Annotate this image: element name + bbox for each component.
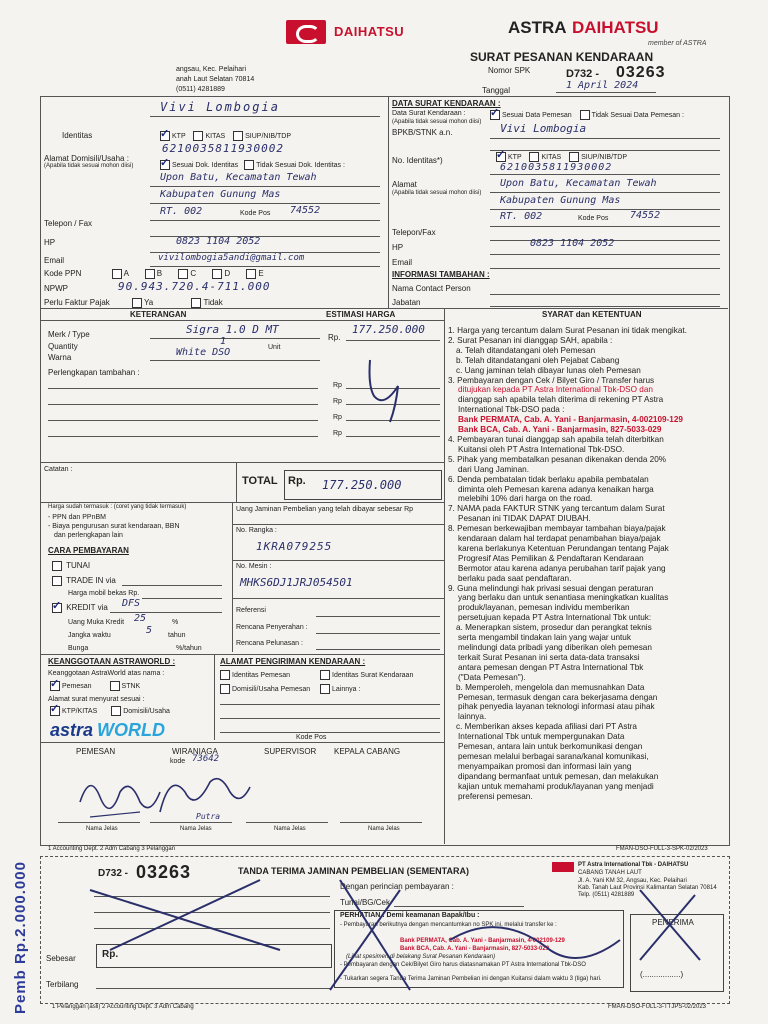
perlengkapan-rp-1: Rp (333, 382, 342, 389)
alamat-note: (Apabila tidak sesuai mohon diisi) (44, 163, 134, 169)
syarat-item: a. Menerapkan sistem, prosedur dan perangkat teknis (456, 623, 652, 633)
identitas-number: 6210035811930002 (162, 142, 284, 155)
dealer-phone: (0511) 4281889 (176, 86, 225, 93)
astraworld-logo: astra WORLD (50, 720, 166, 740)
identitas-label: Identitas (62, 131, 93, 140)
no-identitas-label: No. Identitas*) (392, 156, 443, 165)
perlengkapan-rp-2: Rp (333, 398, 342, 405)
pengiriman-option-4: Lainnya : (320, 684, 360, 694)
alamat-line-2: Kabupaten Gunung Mas (160, 189, 281, 200)
perhatian-title: PERHATIAN ! Demi keamanan Bapak/Ibu : (340, 912, 480, 919)
rangka-value: 1KRA079255 (256, 540, 333, 553)
jangka-value: 5 (146, 625, 153, 636)
syarat-item: menyampaikan promosi dan informasi lain yang (458, 761, 632, 771)
receipt-tunai-label: Tunai/BG/Cek (340, 898, 390, 907)
jabatan-label: Jabatan (392, 298, 421, 307)
pengiriman-title: ALAMAT PENGIRIMAN KENDARAAN : (220, 657, 366, 666)
sig-kode-label: kode (170, 758, 186, 765)
nama-jelas-4: Nama Jelas (368, 826, 400, 832)
syarat-item: a. Telah ditandatangani oleh Pemesan (456, 345, 596, 355)
syarat-item: pemesan melalui berbagai sarana/kanal komunikasi, (458, 751, 649, 761)
email-label: Email (44, 256, 65, 265)
kode-ppn-row: Kode PPN A B C D E (44, 269, 264, 279)
right-alamat-line-2: Kabupaten Gunung Mas (500, 195, 621, 206)
syarat-item: 4. Pembayaran tunai dianggap sah apabila telah diterbitkan (448, 434, 664, 444)
harga-sudah-title: Harga sudah termasuk : (coret yang tidak termasuk) (48, 504, 187, 510)
siup-checkbox[interactable] (233, 131, 243, 141)
sig-wiraniaga-label: WIRANIAGA (172, 747, 218, 756)
perhatian-2: - Pembayaran dengan Cek/Bilyet Giro harus diatasnamakan PT Astra International Tbk-DSO (340, 962, 586, 968)
syarat-item: 1. Harga yang tercantum dalam Surat Pesanan ini tidak mengikat. (448, 326, 687, 335)
syarat-item: melindungi data pribadi yang diberikan oleh pemesan (458, 643, 652, 652)
warna-label: Warna (48, 353, 72, 362)
ppn-e-checkbox[interactable] (246, 269, 256, 279)
hp-label: HP (44, 238, 56, 247)
right-alamat-line-1: Upon Batu, Kecamatan Tewah (500, 178, 657, 189)
document-title: SURAT PESANAN KENDARAAN (470, 50, 654, 64)
bpkb-label: BPKB/STNK a.n. (392, 128, 453, 137)
receipt-number-prefix: D732 - (98, 868, 129, 879)
npwp-value: 90.943.720.4-711.000 (118, 280, 271, 293)
syarat-item: Pemesan, termasuk dengan cara bekerjasama dengan (458, 692, 658, 702)
total-value: 177.250.000 (322, 478, 402, 492)
syarat-item: melebihi 10% dari harga on the road. (458, 494, 593, 504)
right-ktp-checkbox[interactable] (496, 152, 506, 162)
syarat-item: serta mengambil tindakan lain yang wajar untuk (458, 633, 631, 643)
dealer-address-2: anah Laut Selatan 70814 (176, 76, 255, 83)
receipt-number-value: 03263 (136, 862, 192, 882)
syarat-item: 8. Pemesan berkewajiban membayar tambahan biaya/pajak (448, 524, 666, 534)
ppn-b-checkbox[interactable] (145, 269, 155, 279)
kitas-checkbox[interactable] (193, 131, 203, 141)
receipt-pt-name: PT Astra International Tbk - DAIHATSU (578, 862, 689, 868)
npwp-label: NPWP (44, 284, 68, 293)
brand-astra-daihatsu: DAIHATSU (572, 18, 659, 37)
uang-jaminan-label: Uang Jaminan Pembelian yang telah dibayar sebesar Rp (236, 506, 414, 513)
faktur-ya-checkbox[interactable] (132, 298, 142, 308)
perhatian-bank-2: Bank BCA, Cab. A. Yani - Banjarmasin, 827-5033-029 (400, 946, 550, 952)
nama-value: Vivi Lombogia (160, 100, 280, 114)
syarat-item: Pesanan ini TIDAK DAPAT DIUBAH. (458, 514, 591, 524)
receipt-pt-phone: Telp. (0511) 4281889 (578, 892, 635, 898)
ppn-d-checkbox[interactable] (212, 269, 222, 279)
receipt-pt-addr2: Kab. Tanah Laut Provinsi Kalimantan Selatan 70814 (578, 885, 717, 891)
syarat-item: 2. Surat Pesanan ini dianggap SAH, apabila : (448, 335, 613, 345)
jangka-label: Jangka waktu (68, 632, 111, 639)
syarat-item: dipandang bermanfaat untuk pemesan, dan melakukan (458, 771, 659, 781)
trade-in-checkbox[interactable] (52, 576, 62, 586)
syarat-item: Bermotor atau karena adanya perubahan tarif pajak yang (458, 563, 666, 573)
harga-item-1: - PPN dan PPnBM (48, 514, 106, 521)
sebesar-label: Sebesar (46, 954, 76, 963)
syarat-item: ditujukan kepada PT Astra International Tbk-DSO dan (458, 385, 653, 395)
terbilang-label: Terbilang (46, 980, 79, 989)
syarat-item: c. Uang jaminan telah dibayar lunas oleh Pemesan (456, 365, 641, 375)
dealer-address-1: angsau, Kec. Pelaihari (176, 66, 247, 73)
aw-domisili-checkbox[interactable] (111, 706, 121, 716)
right-telepon-label: Telepon/Fax (392, 228, 436, 237)
alamat-options: ✓ Sesuai Dok. Identitas Tidak Sesuai Dok. Identitas : (160, 160, 345, 170)
perhatian-bank-1: Bank PERMATA, Cab. A. Yani - Banjarmasin, 4-002109-129 (400, 938, 565, 944)
rangka-label: No. Rangka : (236, 527, 277, 534)
form-code-top: FMAN-DSO-FULL-3-SPK-02/2023 (616, 846, 708, 852)
harga-value: 177.250.000 (352, 323, 425, 336)
syarat-item: Kuitansi oleh PT Astra International Tbk-DSO. (458, 444, 625, 454)
receipt-pt-addr1: Jl. A. Yani KM 32, Angsau, Kec. Pelaihari (578, 878, 687, 884)
dash-mark-icon (360, 356, 410, 426)
trade-in-row: TRADE IN via (52, 576, 116, 586)
cross-out-marks-icon (80, 870, 720, 1010)
receipt-rincian-label: Dengan perincian pembayaran : (340, 882, 454, 891)
identitas-options: ✓ KTP KITAS SIUP/NIB/TDP (160, 131, 291, 141)
harga-item-2: - Biaya pengurusan surat kendaraan, BBN (48, 523, 180, 530)
tunai-checkbox[interactable] (52, 561, 62, 571)
warna-value: White DSO (176, 347, 231, 358)
syarat-item: 3. Pembayaran dengan Cek / Bilyet Giro / Transfer harus (448, 375, 655, 385)
kode-pos-label: Kode Pos (240, 210, 271, 217)
astraworld-title: KEANGGOTAAN ASTRAWORLD : (48, 657, 176, 666)
syarat-item: berlaku pada saat pendaftaran. (458, 573, 572, 583)
hp-value: 0823 1104 2052 (176, 236, 261, 247)
syarat-item: International Tbk-DSO pada : (458, 405, 565, 415)
data-surat-label: Data Surat Kendaraan : (392, 110, 466, 117)
syarat-item: pihak penyedia layanan teknologi informasi atau pihak (458, 702, 655, 712)
syarat-item: Pemesan, antara lain untuk berkomunikasi dengan (458, 742, 643, 752)
right-alamat-label: Alamat (392, 180, 417, 189)
daihatsu-logo-icon (286, 20, 326, 44)
nama-jelas-1: Nama Jelas (86, 826, 118, 832)
uang-muka-value: 25 (134, 613, 147, 624)
alamat-line-1: Upon Batu, Kecamatan Tewah (160, 172, 317, 183)
aw-ktp-checkbox[interactable] (50, 706, 60, 716)
kirim-lainnya-checkbox[interactable] (320, 684, 330, 694)
syarat-item: persetujuan kepada PT Astra International Tbk untuk: (458, 613, 652, 623)
syarat-item: c. Memberikan akses kepada afiliasi dari PT Astra (456, 722, 637, 732)
pengiriman-option-2: Identitas Surat Kendaraan (320, 670, 413, 680)
faktur-pajak-row: Perlu Faktur Pajak Ya Tidak (44, 298, 223, 308)
kirim-identitas-surat-checkbox[interactable] (320, 670, 330, 680)
sig-pemesan-label: PEMESAN (76, 747, 116, 756)
kredit-checkbox[interactable] (52, 603, 62, 613)
pelunasan-label: Rencana Pelunasan : (236, 640, 303, 647)
ppn-a-checkbox[interactable] (112, 269, 122, 279)
syarat-item: lainnya. (458, 712, 487, 722)
form-code-bottom: FMAN-DSO-FULL-3-TTJPS-02/2023 (608, 1004, 707, 1010)
uang-muka-label: Uang Muka Kredit (68, 619, 125, 626)
penerima-label: PENERIMA (652, 918, 694, 927)
sig-kepala-cabang-label: KEPALA CABANG (334, 747, 401, 756)
kirim-identitas-pemesan-checkbox[interactable] (220, 670, 230, 680)
right-identitas-options: ✓ KTP KITAS SIUP/NIB/TDP (496, 152, 627, 162)
data-surat-note: (Apabila tidak sesuai mohon diisi) (392, 119, 482, 125)
tidak-sesuai-pemesan-checkbox[interactable] (580, 110, 590, 120)
right-alamat-note: (Apabila tidak sesuai mohon diisi) (392, 190, 482, 196)
sebesar-rp: Rp. (102, 949, 119, 960)
data-surat-title: DATA SURAT KENDARAAN : (392, 99, 501, 108)
syarat-item: 6. Denda pembatalan tidak berlaku apabila pembatalan (448, 474, 649, 484)
cara-pembayaran-title: CARA PEMBAYARAN (48, 546, 129, 555)
right-identitas-number: 6210035811930002 (500, 162, 613, 173)
kode-pos-value: 74552 (290, 205, 321, 216)
merk-value: Sigra 1.0 D MT (186, 323, 279, 336)
sig-kode-value: 73642 (192, 754, 220, 764)
quantity-label: Quantity (48, 342, 78, 351)
nama-jelas-3: Nama Jelas (274, 826, 306, 832)
total-rp: Rp. (288, 475, 306, 487)
syarat-item: International Tbk untuk mempergunakan Data (458, 732, 625, 742)
syarat-item: preferensi pemesan. (458, 791, 533, 801)
payment-stamp: Pemb Rp.2.000.000 (12, 861, 29, 1014)
data-surat-options: ✓Sesuai Data Pemesan Tidak Sesuai Data Pemesan : (490, 110, 684, 120)
alamat-surat-options: ✓KTP/KITAS Domisili/Usaha (50, 706, 170, 716)
copies-top: 1 Accounting Dept. 2 Adm Cabang 3 Pelanggan (48, 846, 176, 852)
contact-person-label: Nama Contact Person (392, 284, 471, 293)
syarat-item: ("Data Pemesan"). (458, 672, 526, 682)
bpkb-value: Vivi Lombogia (500, 122, 587, 135)
estimasi-header: ESTIMASI HARGA (326, 310, 396, 319)
harga-rp-label: Rp. (328, 333, 341, 342)
tidak-sesuai-identitas-checkbox[interactable] (244, 160, 254, 170)
perlengkapan-label: Perlengkapan tambahan : (48, 368, 140, 377)
right-alamat-line-3: RT. 002 (500, 211, 543, 222)
brand-daihatsu: DAIHATSU (334, 24, 405, 39)
tanggal-value: 1 April 2024 (566, 80, 639, 91)
ktp-checkbox[interactable] (160, 131, 170, 141)
sig-wiraniaga-name: Putra (196, 812, 221, 821)
total-label: TOTAL (242, 475, 278, 487)
syarat-list (448, 326, 726, 802)
merk-label: Merk / Type (48, 330, 90, 339)
syarat-item: Bank BCA, Cab. A. Yani - Banjarmasin, 827-5033-029 (458, 425, 662, 435)
receipt-pt-branch: CABANG TANAH LAUT (578, 870, 642, 876)
perhatian-note: (Lihat spesimen di belakang Surat Pesanan Kendaraan) (346, 954, 496, 960)
ppn-c-checkbox[interactable] (178, 269, 188, 279)
bunga-label: Bunga (68, 645, 89, 652)
right-siup-checkbox[interactable] (569, 152, 579, 162)
catatan-label: Catatan : (44, 466, 73, 473)
syarat-item: Progresif Atas Pemilikan & Pendaftaran Kendaraan (458, 553, 644, 563)
syarat-item: 9. Guna melindungi hak privasi sesuai dengan peraturan (448, 583, 654, 593)
right-kode-pos-label: Kode Pos (578, 215, 609, 222)
penyerahan-label: Rencana Penyerahan : (236, 624, 308, 631)
pengiriman-option-3: Domisili/Usaha Pemesan (220, 684, 310, 694)
nama-jelas-2: Nama Jelas (180, 826, 212, 832)
member-of-astra: member of ASTRA (648, 40, 707, 47)
syarat-item: yang berlaku dan untuk senantiasa meningkatkan kualitas (458, 593, 669, 603)
tahun-label: tahun (168, 632, 186, 639)
kredit-row: ✓ KREDIT via (52, 603, 108, 613)
referensi-label: Referensi (236, 607, 266, 614)
syarat-item: produk/layanan, pemesan individu memberikan (458, 603, 630, 613)
keterangan-header: KETERANGAN (130, 310, 187, 319)
sesuai-identitas-checkbox[interactable] (160, 160, 170, 170)
info-tambahan-title: INFORMASI TAMBAHAN : (392, 270, 490, 279)
alamat-surat-label: Alamat surat menyurat sesuai : (48, 696, 145, 703)
syarat-item: karena berlakunya Ketentuan Perundangan tentang Pajak (458, 543, 669, 553)
syarat-item: Bank PERMATA, Cab. A. Yani - Banjarmasin, 4-002109-129 (458, 415, 683, 425)
tanggal-label: Tanggal (482, 86, 511, 95)
right-hp-value: 0823 1104 2052 (530, 238, 615, 249)
pengiriman-option-1: Identitas Pemesan (220, 670, 290, 680)
syarat-item: 5. Pihak yang membatalkan pesanan dikenakan denda 20% (448, 454, 667, 464)
syarat-item: dari Uang Jaminan. (458, 464, 529, 474)
astraworld-atas-nama: Keanggotaan AstraWorld atas nama : (48, 670, 165, 677)
pengiriman-kode-pos: Kode Pos (296, 734, 327, 741)
email-value: vivilombogia5andi@gmail.com (158, 253, 305, 263)
perlengkapan-rp-3: Rp (333, 414, 342, 421)
right-email-label: Email (392, 258, 413, 267)
alamat-label: Alamat Domisili/Usaha : (44, 154, 129, 163)
quantity-value: 1 (220, 336, 227, 347)
nomor-spk-prefix: D732 - (566, 68, 600, 80)
sesuai-pemesan-checkbox[interactable] (490, 110, 500, 120)
alamat-line-3: RT. 002 (160, 206, 203, 217)
aw-pemesan-checkbox[interactable] (50, 681, 60, 691)
syarat-item: 7. NAMA pada FAKTUR STNK yang tercantum dalam Surat (448, 504, 665, 514)
syarat-item: antara pemesan dengan PT Astra International Tbk (458, 662, 644, 672)
tunai-row: TUNAI (52, 561, 90, 571)
syarat-item: kajian untuk memahami produk/layanan yang menjadi (458, 781, 654, 791)
unit-label: Unit (268, 344, 281, 351)
perhatian-3: - Tukarkan segera Tanda Terima Jaminan Pembelian ini dengan Kuitansi dalam waktu 3 (tiga) hari. (340, 976, 602, 982)
harga-mobil-bekas: Harga mobil bekas Rp. (68, 590, 140, 597)
right-kode-pos-value: 74552 (630, 210, 661, 221)
telepon-label: Telepon / Fax (44, 219, 93, 228)
perhatian-1: - Pembayaran berikutnya dengan mencantumkan no SPK ini, melalui transfer ke : (340, 922, 557, 928)
penerima-sign-line: (.................) (640, 970, 684, 979)
bunga-unit: %/tahun (176, 645, 202, 652)
harga-item-3: dan perlengkapan lain (54, 532, 123, 539)
sig-supervisor-label: SUPERVISOR (264, 747, 317, 756)
syarat-item: b. Memperoleh, mengelola dan memusnahkan Data (456, 682, 645, 692)
syarat-item: diminta oleh Pemesan karena adanya kenaikan harga (458, 484, 654, 494)
nomor-spk-label: Nomor SPK (488, 66, 531, 75)
syarat-item: b. Telah ditandatangani oleh Pejabat Cabang (456, 355, 620, 365)
perlengkapan-rp-4: Rp (333, 430, 342, 437)
right-kitas-checkbox[interactable] (529, 152, 539, 162)
astraworld-options: ✓Pemesan STNK (50, 681, 140, 691)
persen-label: % (172, 619, 179, 626)
syarat-title: SYARAT dan KETENTUAN (542, 310, 642, 319)
copies-bottom: 1 Pelanggan (asli) 2 Accounting Dept. 3 Adm Cabang (52, 1004, 194, 1010)
syarat-item: terkait Surat Pesanan ini serta data-data transaksi (458, 652, 640, 662)
kredit-value: DFS (122, 598, 141, 609)
mesin-label: No. Mesin : (236, 563, 272, 570)
mesin-value: MHKS6DJ1JRJ054501 (240, 576, 353, 589)
brand-astra: ASTRA (508, 18, 567, 37)
syarat-item: kendaraan dalam hal terdapat penambahan biaya/pajak (458, 534, 661, 544)
receipt-title: TANDA TERIMA JAMINAN PEMBELIAN (SEMENTARA) (238, 866, 469, 876)
nomor-spk-value: 03263 (616, 64, 666, 81)
right-hp-label: HP (392, 243, 404, 252)
faktur-tidak-checkbox[interactable] (191, 298, 201, 308)
aw-stnk-checkbox[interactable] (110, 681, 120, 691)
syarat-item: dianggap sah apabila telah diterima di rekening PT Astra (458, 395, 664, 405)
kirim-domisili-checkbox[interactable] (220, 684, 230, 694)
